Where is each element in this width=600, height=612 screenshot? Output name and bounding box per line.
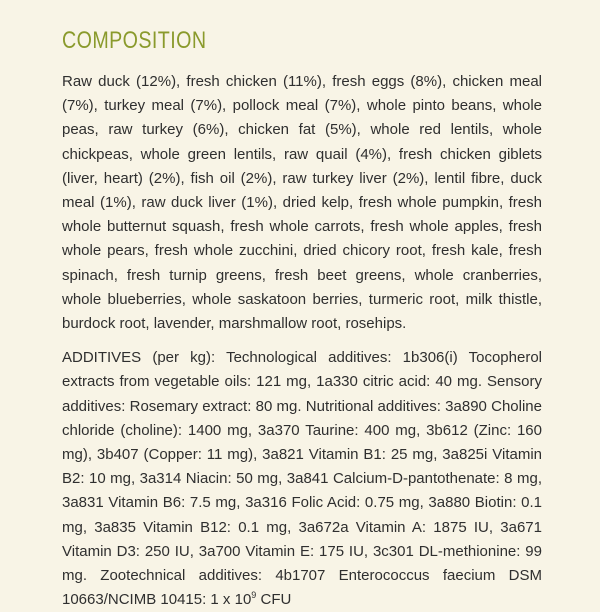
ingredients-paragraph: Raw duck (12%), fresh chicken (11%), fresh eggs (8%), chicken meal (7%), turkey meal (7%), pollock meal (7%), whole pinto beans, whole peas, raw turkey (6%), chicken fat (5%), whole red lentils, whole chickpeas, whole green lentils, raw quail (4%), fresh chicken giblets (liver, heart) (2%), fish oil (2%), raw turkey liver (2%), lentil fibre, duck meal (1%), raw duck liver (1%), dried kelp, fresh whole pumpkin, fresh whole butternut squash, fresh whole carrots, fresh whole apples, fresh whole pears, fresh whole zucchini, dried chicory root, fresh kale, fresh spinach, fresh turnip greens, fresh beet greens, whole cranberries, whole blueberries, whole saskatoon berries, turmeric root, milk thistle, burdock root, lavender, marshmallow root, rosehips. — [62, 73, 542, 333]
cfu-unit: CFU — [256, 591, 292, 609]
additives-text: ADDITIVES (per kg): Technological additives: 1b306(i) Tocopherol extracts from vegetable oils: 121 mg, 1a330 citric acid: 40 mg. Sensory additives: Rosemary extract: 80 mg. Nutritional additives: 3a890 Choline chloride (choline): 1400 mg, 3a370 Taurine: 400 mg, 3b612 (Zinc: 160 mg), 3b407 (Copper: 11 mg), 3a821 Vitamin B1: 25 mg, 3a825i Vitamin B2: 10 mg, 3a314 Niacin: 50 mg, 3a841 Calcium-D-pantothenate: 8 mg, 3a831 Vitamin B6: 7.5 mg, 3a316 Folic Acid: 0.75 mg, 3a880 Biotin: 0.1 mg, 3a835 Vitamin B12: 0.1 mg, 3a672a Vitamin A: 1875 IU, 3a671 Vitamin D3: 250 IU, 3a700 Vitamin E: 175 IU, 3c301 DL-methionine: 99 mg. Zootechnical additives: 4b1707 Enterococcus faecium DSM 10663/NCIMB 10415: 1 x 10 — [62, 349, 542, 609]
additives-paragraph — [62, 346, 542, 612]
cfu-exponent: 9 — [251, 590, 257, 601]
composition-heading: COMPOSITION — [62, 27, 207, 54]
